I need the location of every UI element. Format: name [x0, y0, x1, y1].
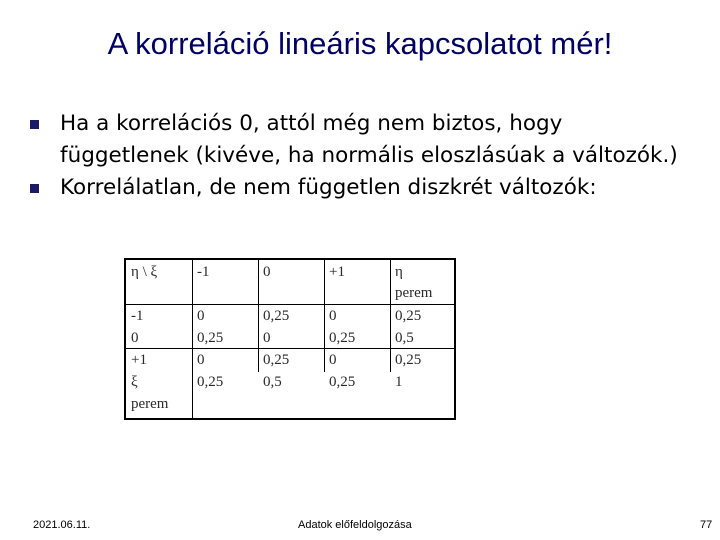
slide-title: A korreláció lineáris kapcsolatot mér!	[107, 26, 613, 61]
table-header-sub-cell: perem	[395, 285, 433, 301]
bullet-item-2	[30, 172, 690, 204]
table-cell: 0	[329, 308, 337, 324]
bullet-text-1: Ha a korrelációs 0, attól még nem biztos, hogy függetlenek (kivéve, ha normális eloszlásúak a változók.)	[60, 111, 678, 168]
table-grid	[126, 260, 454, 418]
table-divider	[192, 260, 193, 372]
table-divider	[258, 260, 259, 372]
bullet-text-2: Korrelálatlan, de nem független diszkrét változók:	[60, 175, 597, 200]
table-cell: 0	[197, 352, 205, 368]
footer-title: Adatok előfeldolgozása	[298, 519, 412, 531]
table-divider	[192, 372, 193, 418]
table-header-cell: +1	[329, 264, 345, 280]
table-cell: ξ	[131, 374, 138, 390]
table-cell: 0,25	[263, 352, 290, 368]
table-header-cell: 0	[263, 264, 271, 280]
square-bullet-icon	[30, 184, 39, 193]
footer-page-number: 77	[700, 519, 713, 531]
table-cell: 0,25	[197, 330, 224, 346]
table-cell: 0,25	[395, 308, 422, 324]
table-divider	[126, 348, 454, 349]
table-header-cell: η	[395, 264, 403, 280]
table-cell: 0	[263, 330, 271, 346]
table-cell: -1	[131, 308, 144, 324]
table-cell: 0,25	[263, 308, 290, 324]
table-cell: 0	[329, 352, 337, 368]
footer-date: 2021.06.11.	[33, 519, 91, 531]
square-bullet-icon	[30, 120, 39, 129]
table-divider	[324, 260, 325, 372]
table-cell: 1	[395, 374, 403, 390]
table-cell: 0	[131, 330, 139, 346]
table-cell: perem	[131, 396, 169, 412]
table-cell: 0,25	[395, 352, 422, 368]
table-cell: 0,25	[329, 330, 356, 346]
table-divider	[390, 260, 391, 372]
table-cell: 0,5	[263, 374, 282, 390]
table-divider	[126, 304, 454, 305]
table-header-cell: η \ ξ	[131, 264, 158, 280]
table-header-cell: -1	[197, 264, 210, 280]
table-cell: 0,25	[329, 374, 356, 390]
table-cell: +1	[131, 352, 147, 368]
bullet-list	[30, 108, 690, 204]
table-cell: 0,25	[197, 374, 224, 390]
table-cell: 0,5	[395, 330, 414, 346]
joint-distribution-table	[124, 258, 456, 420]
bullet-item-1	[30, 108, 690, 172]
table-cell: 0	[197, 308, 205, 324]
